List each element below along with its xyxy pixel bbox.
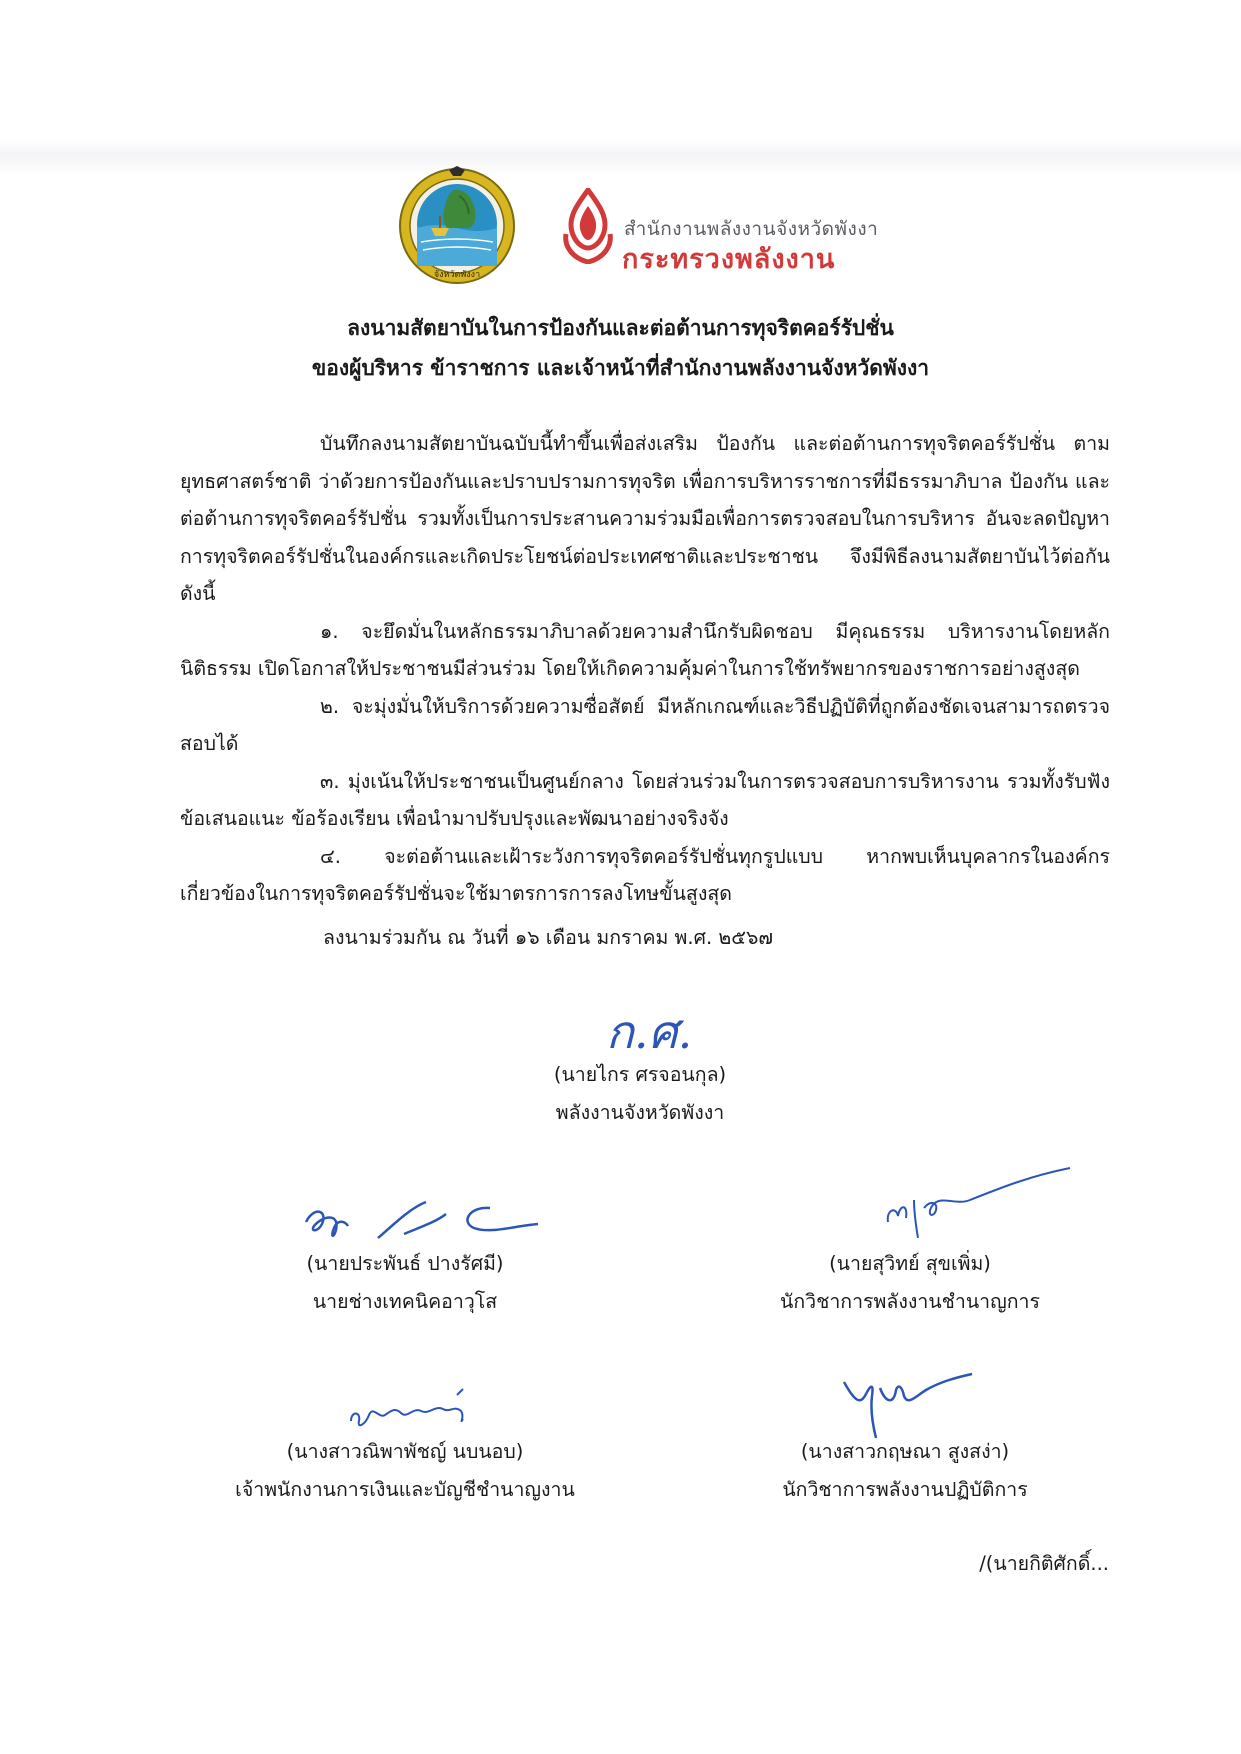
signatory-4-position: เจ้าพนักงานการเงินและบัญชีชำนาญงาน bbox=[235, 1478, 575, 1501]
org-name-line2: กระทรวงพลังงาน bbox=[622, 244, 836, 275]
signatory-3-name: (นายสุวิทย์ สุขเพิ่ม) bbox=[829, 1252, 991, 1275]
org-name-line1: สำนักงานพลังงานจังหวัดพังงา bbox=[624, 218, 879, 240]
scan-shade bbox=[0, 140, 1241, 176]
signature-4-icon bbox=[345, 1385, 475, 1435]
signature-1-text: ก.ศ. bbox=[606, 1005, 693, 1059]
signatory-1-position: พลังงานจังหวัดพังงา bbox=[555, 1101, 725, 1124]
phang-nga-province-seal-icon bbox=[397, 166, 517, 286]
commitment-item-1: ๑. จะยึดมั่นในหลักธรรมาภิบาลด้วยความสำนึกรับผิดชอบ มีคุณธรรม บริหารงานโดยหลักนิติธรรม เปิดโอกาสให้ประชาชนมีส่วนร่วม โดยให้เกิดความคุ้มค่าในการใช้ทรัพยากรของราชการอย่างสูงสุด bbox=[180, 619, 1110, 680]
ministry-of-energy-flame-icon bbox=[560, 188, 616, 264]
signatory-3-position: นักวิชาการพลังงานชำนาญการ bbox=[780, 1290, 1040, 1313]
signatory-2 bbox=[235, 1245, 575, 1321]
document-title-line2: ของผู้บริหาร ข้าราชการ และเจ้าหน้าที่สำนักงานพลังงานจังหวัดพังงา bbox=[311, 356, 930, 380]
signatory-1 bbox=[470, 1056, 810, 1132]
signatory-5-position: นักวิชาการพลังงานปฏิบัติการ bbox=[782, 1478, 1028, 1501]
signature-1-icon bbox=[598, 1000, 748, 1060]
document-body bbox=[180, 425, 1110, 913]
signatory-3 bbox=[740, 1245, 1080, 1321]
commitment-item-3: ๓. มุ่งเน้นให้ประชาชนเป็นศูนย์กลาง โดยส่วนร่วมในการตรวจสอบการบริหารงาน รวมทั้งรับฟังข้อเสนอแนะ ข้อร้องเรียน เพื่อนำมาปรับปรุงและพัฒนาอย่างจริงจัง bbox=[180, 769, 1110, 830]
seal-label: จังหวัดพังงา bbox=[433, 270, 481, 280]
continuation-marker: /(นายกิติศักดิ์... bbox=[979, 1552, 1109, 1575]
signatory-4-name: (นางสาวณิพาพัชญ์ นบนอบ) bbox=[286, 1440, 524, 1463]
signature-2-icon bbox=[300, 1188, 540, 1248]
signatory-4 bbox=[195, 1433, 615, 1509]
signatory-2-position: นายช่างเทคนิคอาวุโส bbox=[312, 1290, 498, 1313]
signatory-5 bbox=[735, 1433, 1075, 1509]
commitment-item-2: ๒. จะมุ่งมั่นให้บริการด้วยความซื่อสัตย์ มีหลักเกณฑ์และวิธีปฏิบัติที่ถูกต้องชัดเจนสามารถตรวจสอบได้ bbox=[180, 694, 1110, 755]
signature-5-icon bbox=[830, 1360, 980, 1440]
signing-date-line: ลงนามร่วมกัน ณ วันที่ ๑๖ เดือน มกราคม พ.ศ. ๒๕๖๗ bbox=[323, 926, 774, 949]
signatory-2-name: (นายประพันธ์ ปางรัศมี) bbox=[306, 1252, 504, 1275]
document-title-line1: ลงนามสัตยาบันในการป้องกันและต่อต้านการทุจริตคอร์รัปชั่น bbox=[347, 316, 894, 340]
signatory-1-name: (นายไกร ศรจอนกุล) bbox=[553, 1063, 727, 1086]
intro-paragraph: บันทึกลงนามสัตยาบันฉบับนี้ทำขึ้นเพื่อส่งเสริม ป้องกัน และต่อต้านการทุจริตคอร์รัปชั่น ตามยุทธศาสตร์ชาติ ว่าด้วยการป้องกันและปราบปรามการทุจริต เพื่อการบริหารราชการที่มีธรรมาภิบาล ป้องกัน และต่อต้านการทุจริตคอร์รัปชั่น รวมทั้งเป็นการประสานความร่วมมือเพื่อการตรวจสอบในการบริหาร อันจะลดปัญหาการทุจริตคอร์รัปชั่นในองค์กรและเกิดประโยชน์ต่อประเทศชาติและประชาชน จึงมีพิธีลงนามสัตยาบันไว้ต่อกัน ดังนี้ bbox=[180, 432, 1110, 605]
commitment-item-4: ๔. จะต่อต้านและเฝ้าระวังการทุจริตคอร์รัปชั่นทุกรูปแบบ หากพบเห็นบุคลากรในองค์กรเกี่ยวข้องในการทุจริตคอร์รัปชั่นจะใช้มาตรการการลงโทษขั้นสูงสุด bbox=[180, 844, 1110, 905]
signatory-5-name: (นางสาวกฤษณา สูงสง่า) bbox=[800, 1440, 1010, 1463]
signature-3-icon bbox=[880, 1160, 1080, 1240]
